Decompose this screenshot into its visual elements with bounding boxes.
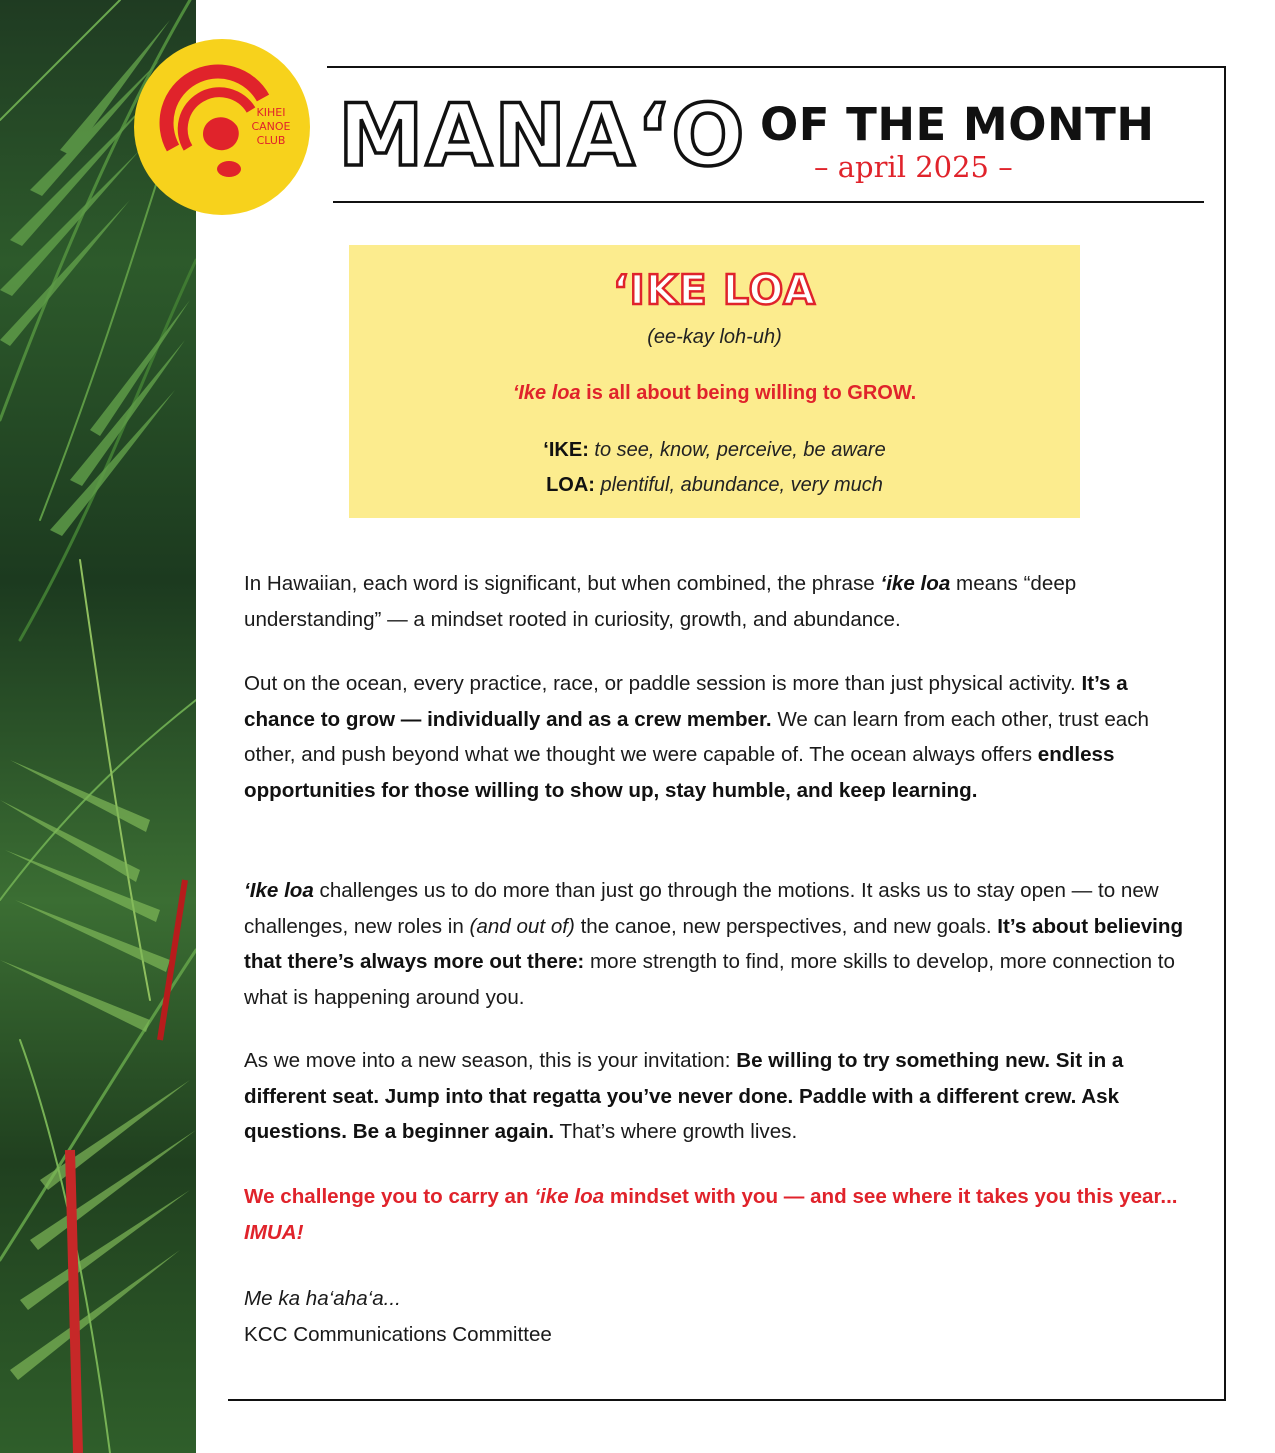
paragraph-call-to-action (244, 1179, 1194, 1250)
paragraph-invitation (244, 1043, 1194, 1150)
p5-imua: IMUA! (244, 1220, 304, 1244)
tagline-rest: is all about being willing to GROW. (580, 382, 917, 404)
p4-text-end: That’s where growth lives. (554, 1120, 798, 1143)
p1-text-end: means “deep understanding” — a mindset rooted in curiosity, growth, and abundance. (244, 572, 1077, 631)
p3-text-end: more strength to find, more skills to develop, more connection to what is happening around you. (244, 950, 1175, 1009)
paragraph-challenge (244, 873, 1194, 1015)
p3-text: challenges us to do more than just go through the motions. It asks us to stay open — to new challenges, new roles in (244, 879, 1159, 938)
p3-emphasis: It’s about believing that there’s always more out there: (244, 914, 1184, 973)
p2-text: Out on the ocean, every practice, race, or paddle session is more than just physical activity. (244, 672, 1082, 695)
page-subtitle: OF THE MONTH (760, 98, 1155, 151)
title-divider (333, 201, 1204, 203)
p1-term: ‘ike loa (880, 572, 951, 595)
p1-text: In Hawaiian, each word is significant, but when combined, the phrase (244, 572, 881, 595)
p5-text: We challenge you to carry an (244, 1185, 535, 1208)
p5-term: ‘ike loa (534, 1185, 605, 1208)
signoff: Me ka ha‘aha‘a... (244, 1287, 401, 1310)
signature: KCC Communications Committee (244, 1322, 552, 1346)
palm-leaves-graphic (0, 0, 196, 1453)
frame-right-border (1224, 66, 1226, 1400)
logo-text-line2: CANOE (251, 120, 291, 133)
p2-text-mid: We can learn from each other, trust each other, and push beyond what we thought we were capable of. The ocean always offers (244, 707, 1149, 766)
frame-top-border (327, 66, 1225, 68)
p4-emphasis: Be willing to try something new. Sit in a different seat. Jump into that regatta you’ve never done. Paddle with a different crew. Ask questions. Be a beginner again. (244, 1049, 1124, 1143)
definition-tagline (349, 380, 1080, 406)
p3-aside: (and out of) (469, 914, 575, 938)
issue-date: – april 2025 – (814, 150, 1013, 184)
tagline-term: ‘Ike loa (512, 382, 581, 404)
p4-text: As we move into a new season, this is your invitation: (244, 1049, 737, 1072)
definition-word: ‘IKE LOA (612, 266, 817, 314)
club-logo (133, 38, 311, 216)
logo-text-line1: KIHEI (256, 106, 286, 119)
frame-bottom-border (228, 1399, 1226, 1401)
p2-emphasis-end: endless opportunities for those willing to show up, stay humble, and keep learning. (244, 743, 1115, 802)
definition-ike (349, 437, 1080, 463)
p3-text-mid: the canoe, new perspectives, and new goals. (574, 914, 998, 938)
logo-text-line3: CLUB (256, 134, 286, 147)
loa-key: LOA: (546, 474, 595, 496)
page-title: MANA‘O (338, 86, 747, 186)
p5-text-mid: mindset with you — and see where it takes you this year... (604, 1185, 1178, 1208)
signature-block (244, 1281, 552, 1352)
p2-emphasis: It’s a chance to grow — individually and as a crew member. (244, 672, 1128, 731)
paragraph-ocean (244, 666, 1194, 808)
paragraph-intro (244, 566, 1194, 637)
ike-meaning: to see, know, perceive, be aware (588, 439, 886, 461)
p3-term: ‘Ike loa (244, 879, 314, 902)
definition-pronunciation: (ee-kay loh-uh) (647, 326, 782, 348)
palm-foliage-image (0, 0, 196, 1453)
ike-key: ‘IKE: (543, 439, 589, 461)
definition-loa (349, 472, 1080, 498)
loa-meaning: plentiful, abundance, very much (594, 474, 883, 496)
